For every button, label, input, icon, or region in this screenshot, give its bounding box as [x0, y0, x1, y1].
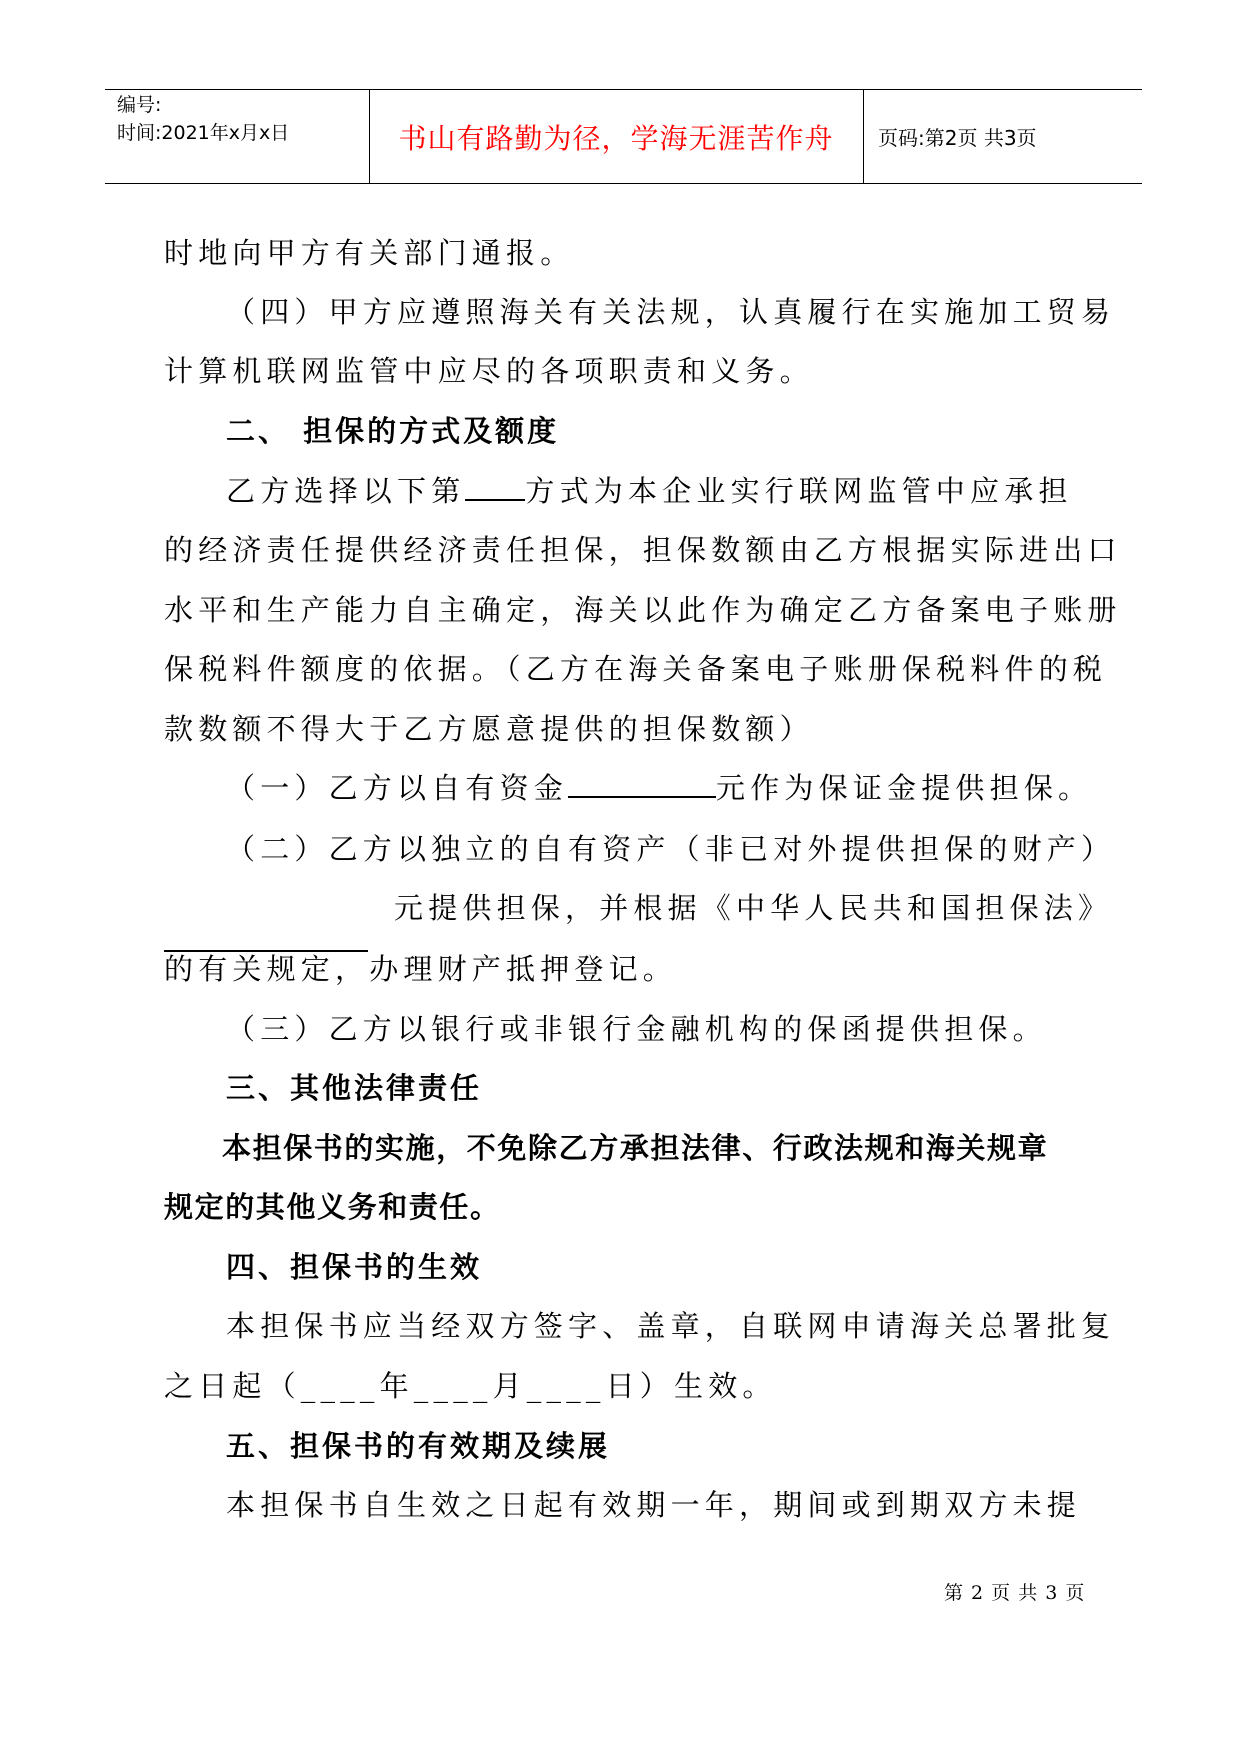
document-number-label: 编号:: [117, 94, 162, 116]
paragraph-line: （四）甲方应遵照海关有关法规，认真履行在实施加工贸易: [226, 295, 1116, 329]
paragraph-text: （一）乙方以自有资金: [226, 771, 569, 805]
paragraph-line: 保税料件额度的依据。（乙方在海关备案电子账册保税料件的税: [164, 652, 1108, 686]
paragraph-line: 本担保书的实施，不免除乙方承担法律、行政法规和海关规章: [222, 1131, 1049, 1165]
paragraph-line: 规定的其他义务和责任。: [164, 1190, 501, 1224]
paragraph-line: [226, 473, 1073, 509]
paragraph-line: 计算机联网监管中应尽的各项职责和义务。: [164, 354, 814, 388]
document-time-label: 时间:2021年x月x日: [117, 122, 290, 144]
paragraph-line: 的有关规定，办理财产抵押登记。: [164, 952, 678, 986]
paragraph-line: 款数额不得大于乙方愿意提供的担保数额）: [164, 712, 814, 746]
paragraph-text: 乙方选择以下第: [226, 474, 466, 508]
header-page-code: 页码:第2页 共3页: [878, 126, 1037, 150]
paragraph-line: 时地向甲方有关部门通报。: [164, 236, 575, 270]
section-heading: 二、 担保的方式及额度: [226, 414, 560, 448]
paragraph-line: 本担保书自生效之日起有效期一年，期间或到期双方未提: [226, 1488, 1082, 1522]
paragraph-line: 元提供担保，并根据《中华人民共和国担保法》: [394, 891, 1113, 925]
fill-in-blank: [568, 770, 716, 798]
paragraph-line: （三）乙方以银行或非银行金融机构的保函提供担保。: [226, 1012, 1047, 1046]
paragraph-line: 之日起（____年____月____日）生效。: [164, 1369, 777, 1403]
paragraph-text: 方式为本企业实行联网监管中应承担: [525, 474, 1073, 508]
header-motto: 书山有路勤为径，学海无涯苦作舟: [398, 121, 834, 155]
document-header: [105, 89, 1142, 184]
page-footer: 第 2 页 共 3 页: [944, 1582, 1086, 1604]
paragraph-line: （二）乙方以独立的自有资产（非已对外提供担保的财产）: [226, 832, 1116, 866]
paragraph-line: 本担保书应当经双方签字、盖章，自联网申请海关总署批复: [226, 1309, 1116, 1343]
header-page-cell: [864, 90, 1142, 183]
fill-in-blank: [465, 473, 525, 501]
section-heading: 三、其他法律责任: [226, 1071, 483, 1105]
header-motto-cell: [369, 90, 864, 183]
paragraph-line: [226, 770, 1092, 806]
paragraph-line: 的经济责任提供经济责任担保，担保数额由乙方根据实际进出口: [164, 533, 1122, 567]
section-heading: 五、担保书的有效期及续展: [226, 1429, 611, 1463]
paragraph-text: 元作为保证金提供担保。: [716, 771, 1093, 805]
header-info-cell: [105, 90, 370, 183]
section-heading: 四、担保书的生效: [226, 1250, 483, 1284]
paragraph-line: 水平和生产能力自主确定，海关以此作为确定乙方备案电子账册: [164, 593, 1122, 627]
